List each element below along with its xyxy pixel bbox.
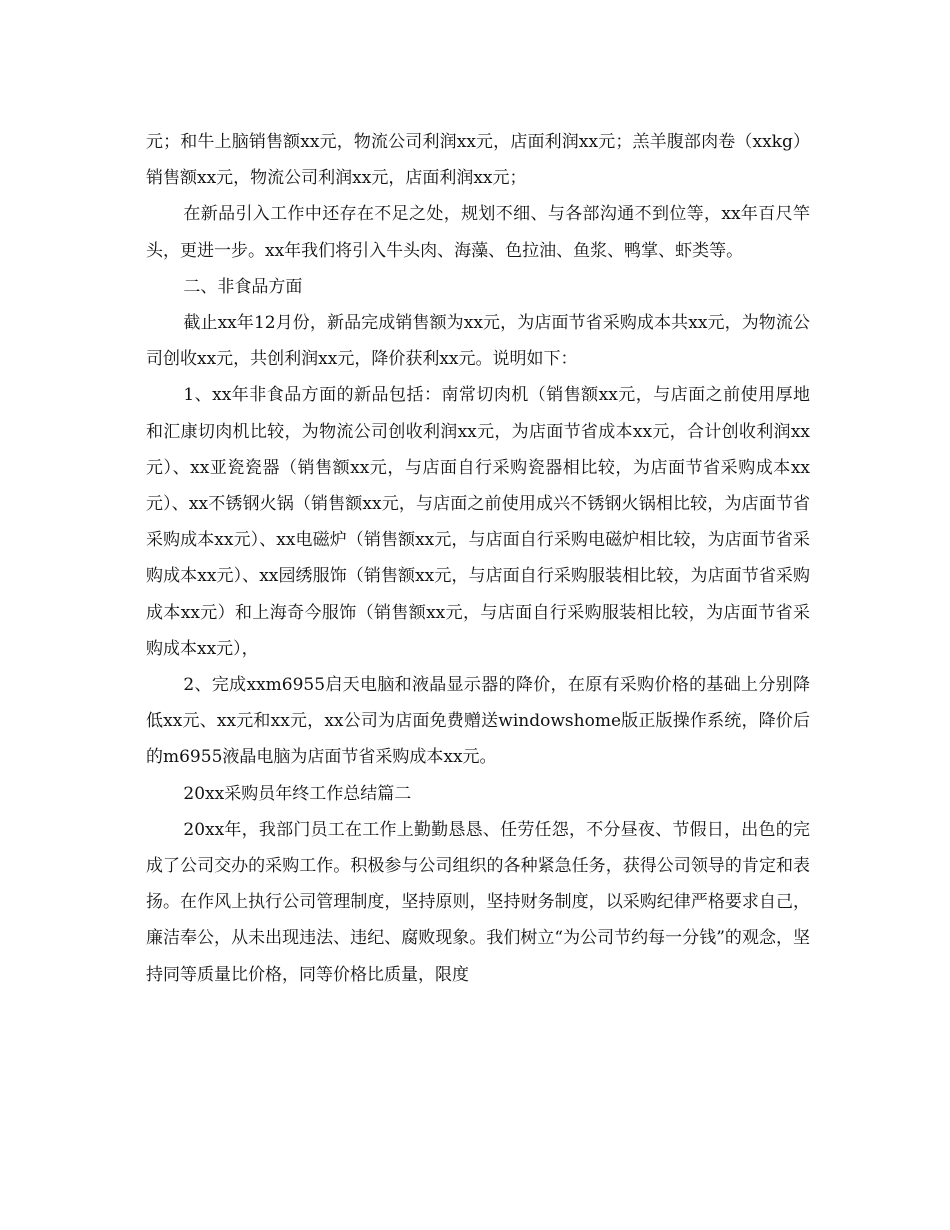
- section-heading-part-two: 20xx采购员年终工作总结篇二: [183, 783, 412, 804]
- paragraph-2: 在新品引入工作中还存在不足之处，规划不细、与各部沟通不到位等，xx年百尺竿头，更进一步。xx年我们将引入牛头肉、海藻、色拉油、鱼浆、鸭掌、虾类等。: [146, 204, 810, 261]
- paragraph-6: 2、完成xxm6955启天电脑和液晶显示器的降价，在原有采购价格的基础上分别降低xx元、xx元和xx元，xx公司为店面免费赠送windowshome版正版操作系统，降价后的m6955液晶电脑为店面节省采购成本xx元。: [146, 675, 810, 768]
- paragraph-5: 1、xx年非食品方面的新品包括：南常切肉机（销售额xx元，与店面之前使用厚地和汇康切肉机比较，为物流公司创收利润xx元，为店面节省成本xx元，合计创收利润xx元）、xx亚瓷瓷器（销售额xx元，与店面自行采购瓷器相比较，为店面节省采购成本xx元）、xx不锈钢火锅（销售额xx元，与店面之前使用成兴不锈钢火锅相比较，为店面节省采购成本xx元）、xx电磁炉（销售额xx元，与店面自行采购电磁炉相比较，为店面节省采购成本xx元）、xx园绣服饰（销售额xx元，与店面自行采购服装相比较，为店面节省采购成本xx元）和上海奇今服饰（销售额xx元，与店面自行采购服装相比较，为店面节省采购成本xx元），: [146, 385, 810, 659]
- paragraph-1: 元；和牛上脑销售额xx元，物流公司利润xx元，店面利润xx元；羔羊腹部肉卷（xxkg）销售额xx元，物流公司利润xx元，店面利润xx元；: [146, 132, 810, 189]
- document-body: [146, 124, 810, 993]
- paragraph-8: 20xx年，我部门员工在工作上勤勤恳恳、任劳任怨，不分昼夜、节假日，出色的完成了公司交办的采购工作。积极参与公司组织的各种紧急任务，获得公司领导的肯定和表扬。在作风上执行公司管理制度，坚持原则，坚持财务制度，以采购纪律严格要求自己，廉洁奉公，从未出现违法、违纪、腐败现象。我们树立“为公司节约每一分钱”的观念，坚持同等质量比价格，同等价格比质量，限度: [146, 819, 810, 985]
- section-heading-non-food: 二、非食品方面: [183, 276, 303, 297]
- paragraph-4: 截止xx年12月份，新品完成销售额为xx元，为店面节省采购成本共xx元，为物流公司创收xx元，共创利润xx元，降价获利xx元。说明如下：: [146, 313, 810, 370]
